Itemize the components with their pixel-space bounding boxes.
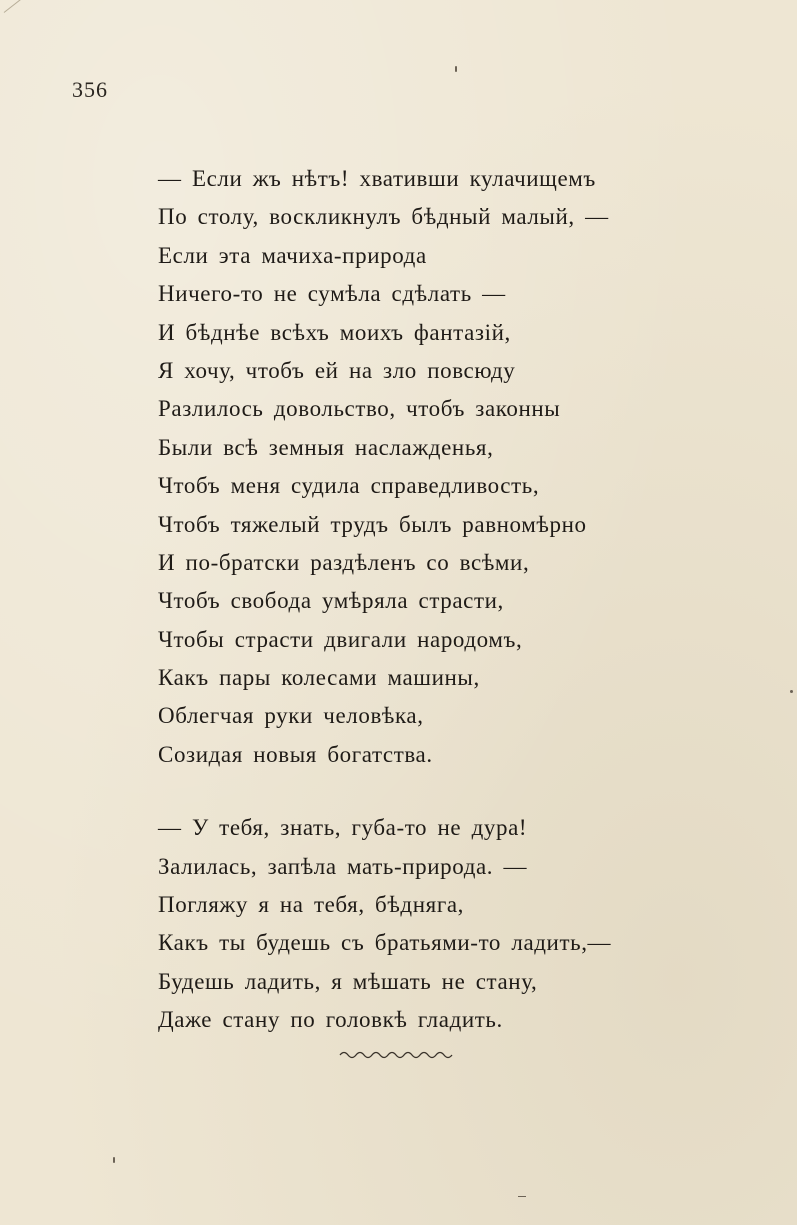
poem-line: Я хочу, чтобъ ей на зло повсюду: [158, 357, 516, 383]
poem-line: Какъ ты будешь съ братьями-то ладить,—: [158, 930, 612, 956]
poem-line: Чтобъ свобода умѣряла страсти,: [158, 588, 504, 614]
poem-line: Созидая новыя богатства.: [158, 741, 433, 767]
paper-speck: [113, 1157, 115, 1163]
poem-line: И бѣднѣе всѣхъ моихъ фантазій,: [158, 319, 511, 345]
poem-line: Залилась, запѣла мать-природа. —: [158, 853, 528, 879]
wavy-line-ornament-icon: [338, 1048, 456, 1062]
poem-line: По столу, воскликнулъ бѣдный малый, —: [158, 204, 609, 230]
poem-line: Если эта мачиха-природа: [158, 242, 427, 268]
paper-speck: [518, 1196, 526, 1197]
poem-line: Чтобы страсти двигали народомъ,: [158, 626, 523, 652]
poem-line: Даже стану по головкѣ гладить.: [158, 1007, 503, 1033]
page-number: 356: [72, 77, 108, 102]
poem-line: Были всѣ земныя наслажденья,: [158, 434, 494, 460]
paper-speck: [455, 66, 457, 72]
poem-line: — У тебя, знать, губа-то не дура!: [158, 815, 528, 841]
poem-line: Разлилось довольство, чтобъ законны: [158, 396, 561, 422]
poem-line: Чтобъ меня судила справедливость,: [158, 473, 540, 499]
poem-line: Чтобъ тяжелый трудъ былъ равномѣрно: [158, 511, 587, 537]
page-corner-fold-mark: [4, 0, 41, 13]
poem-body: [158, 160, 758, 1040]
poem-line: Погляжу я на тебя, бѣдняга,: [158, 892, 465, 918]
poem-line: Какъ пары колесами машины,: [158, 665, 480, 691]
poem-line: — Если жъ нѣтъ! хвативши кулачищемъ: [158, 166, 596, 191]
paper-speck: [790, 690, 793, 693]
stanza-2: [158, 809, 758, 1039]
poem-line: Облегчая руки человѣка,: [158, 703, 424, 729]
stanza-1: [158, 160, 758, 774]
poem-line: Будешь ладить, я мѣшать не стану,: [158, 968, 538, 994]
poem-line: И по-братски раздѣленъ со всѣми,: [158, 549, 530, 575]
poem-line: Ничего-то не сумѣла сдѣлать —: [158, 281, 506, 307]
